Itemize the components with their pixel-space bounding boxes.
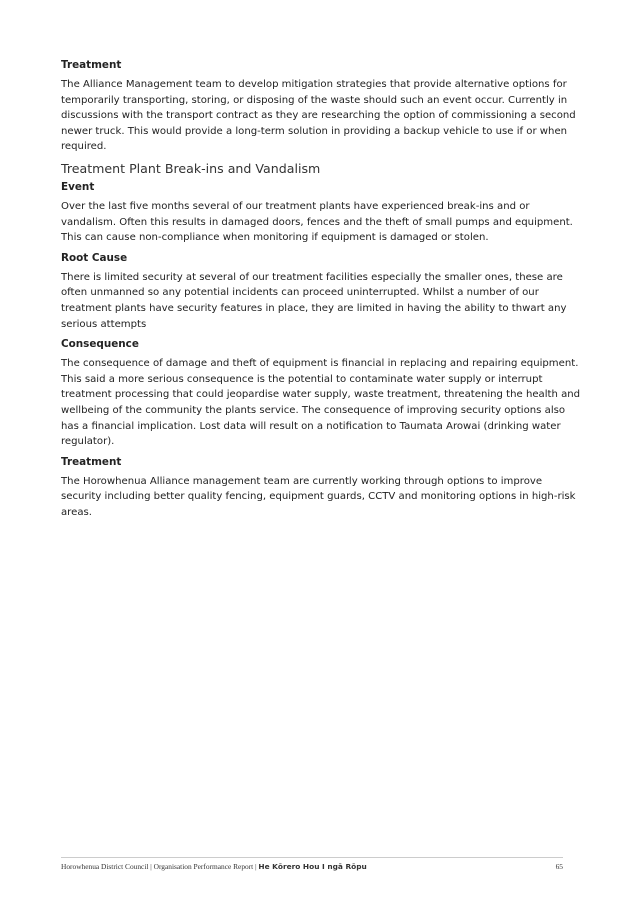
consequence-section: [61, 337, 581, 450]
page-number: 65: [555, 862, 563, 871]
section-label: Treatment: [61, 59, 122, 71]
section-label: Event: [61, 180, 95, 193]
treatment-section: [61, 58, 581, 155]
root-cause-section: [61, 251, 581, 332]
page-footer: [61, 857, 563, 871]
main-content: [61, 58, 581, 525]
footer-report-title: [61, 862, 367, 872]
section-paragraph: The Alliance Management team to develop mitigation strategies that provide alternative options for temporarily transporting, storing, or disposing of the waste should such an event occur. Currently in discussions with the transport contract as they are researching the option of commissioning a second newer truck. This would provide a long-term solution in providing a backup vehicle to use if or when required.: [61, 79, 576, 153]
section-heading: Treatment Plant Break-ins and Vandalism: [61, 160, 321, 176]
section-label: Root Cause: [61, 251, 128, 264]
section-paragraph: Over the last five months several of our treatment plants have experienced break-ins and or vandalism. Often this results in damaged doors, fences and the theft of small pumps and equipment. This can cause non-compliance when monitoring if equipment is damaged or stolen.: [61, 200, 573, 244]
section-paragraph: The Horowhenua Alliance management team are currently working through options to improve security including better quality fencing, equipment guards, CCTV and monitoring options in high-risk areas.: [61, 475, 576, 518]
footer-text: Horowhenua District Council | Organisation Performance Report |: [61, 862, 259, 871]
section-label: Consequence: [61, 338, 139, 351]
section-paragraph: There is limited security at several of our treatment facilities especially the smaller ones, these are often unmanned so any potential incidents can proceed uninterrupted. Whilst a number of our treatment plants have security features in place, they are limited in having the ability to thwart any serious attempts: [61, 271, 567, 330]
event-section: [61, 180, 581, 246]
treatment-section-2: [61, 455, 581, 521]
section-label: Treatment: [61, 455, 122, 468]
section-paragraph: The consequence of damage and theft of equipment is financial in replacing and repairing equipment. This said a more serious consequence is the potential to contaminate water supply or interrupt treatment processing that could jeopardise water supply, waste treatment, threatening the health and wellbeing of the community the plants service. The consequence of improving security options also has a financial implication. Lost data will result on a notification to Taumata Arowai (drinking water regulator).: [61, 358, 581, 448]
footer-bold-title: He Kōrero Hou I ngā Rōpu: [258, 862, 367, 871]
